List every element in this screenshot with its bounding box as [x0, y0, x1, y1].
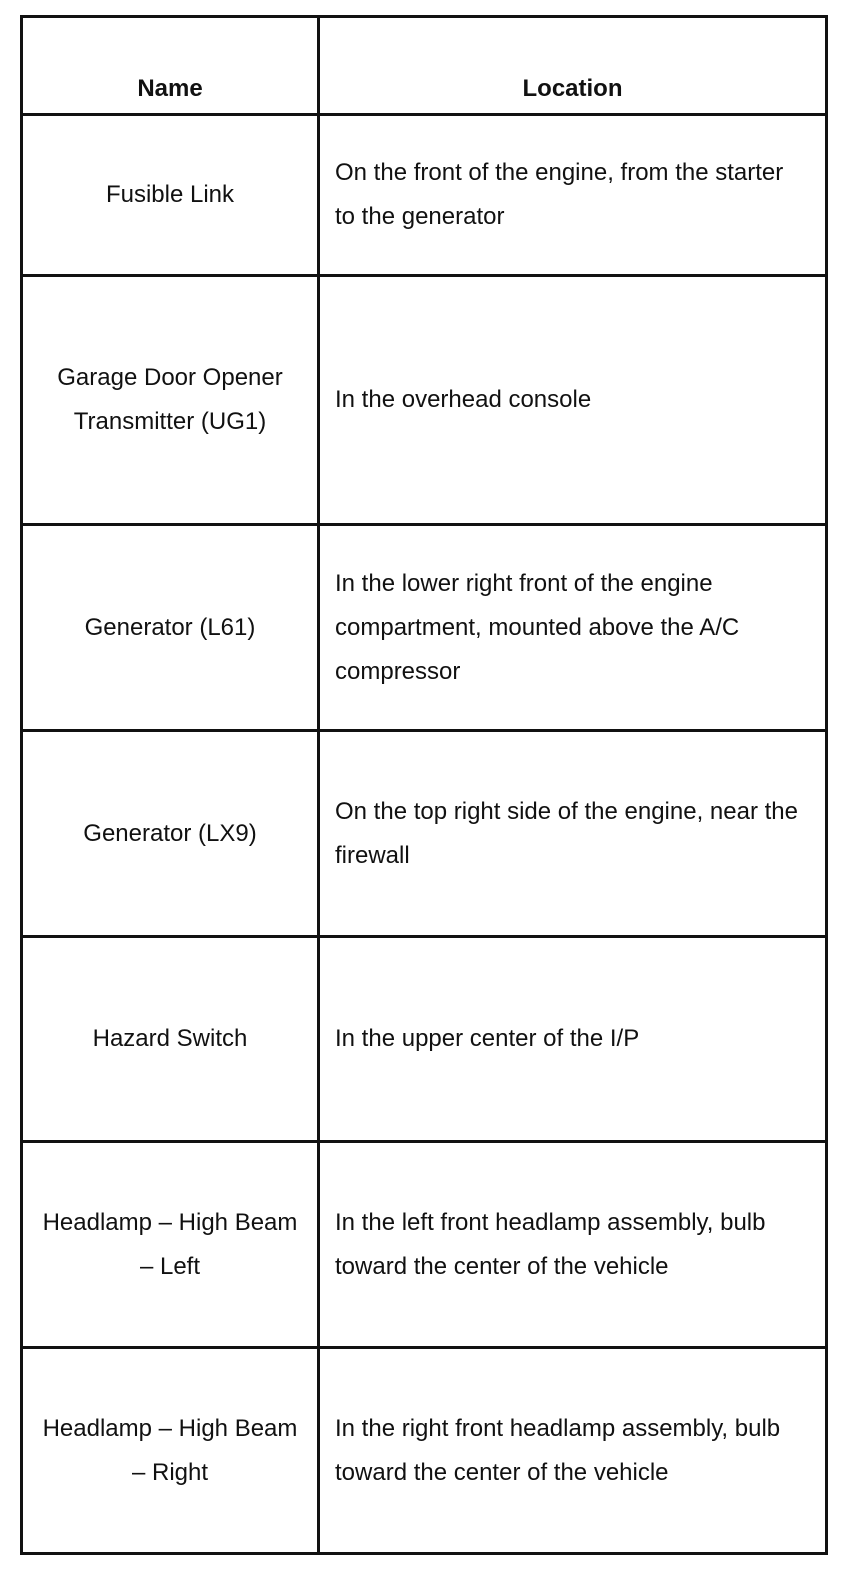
- component-name-cell: Generator (LX9): [22, 731, 319, 937]
- component-location-cell: In the right front headlamp assembly, bulb toward the center of the vehicle: [319, 1348, 827, 1554]
- component-name-cell: Headlamp – High Beam – Left: [22, 1142, 319, 1348]
- table-row: [22, 731, 827, 937]
- table-row: [22, 1348, 827, 1554]
- table-row: [22, 115, 827, 276]
- table-row: [22, 276, 827, 525]
- location-column-header: Location: [319, 17, 827, 115]
- component-location-table: [20, 15, 828, 1555]
- component-location-cell: In the lower right front of the engine compartment, mounted above the A/C compressor: [319, 525, 827, 731]
- component-name-cell: Headlamp – High Beam – Right: [22, 1348, 319, 1554]
- component-location-cell: On the top right side of the engine, near the firewall: [319, 731, 827, 937]
- table-row: [22, 1142, 827, 1348]
- table-row: [22, 525, 827, 731]
- component-location-cell: In the overhead console: [319, 276, 827, 525]
- component-name-cell: Garage Door Opener Transmitter (UG1): [22, 276, 319, 525]
- component-name-cell: Hazard Switch: [22, 937, 319, 1142]
- table-header-row: [22, 17, 827, 115]
- table-row: [22, 937, 827, 1142]
- component-location-cell: In the left front headlamp assembly, bulb toward the center of the vehicle: [319, 1142, 827, 1348]
- component-location-cell: In the upper center of the I/P: [319, 937, 827, 1142]
- component-name-cell: Fusible Link: [22, 115, 319, 276]
- name-column-header: Name: [22, 17, 319, 115]
- component-name-cell: Generator (L61): [22, 525, 319, 731]
- component-location-cell: On the front of the engine, from the starter to the generator: [319, 115, 827, 276]
